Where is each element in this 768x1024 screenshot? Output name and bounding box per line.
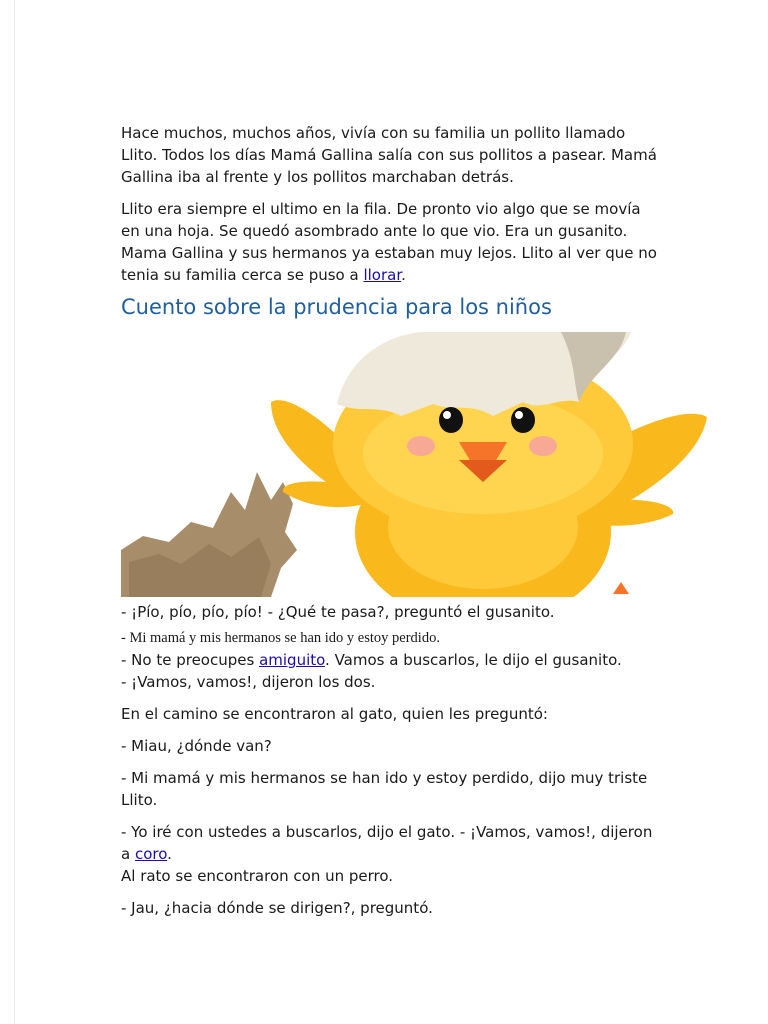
link-llorar[interactable]: llorar bbox=[363, 266, 402, 284]
dialogue-line-8: Al rato se encontraron con un perro. bbox=[121, 867, 394, 885]
dialogue-line-3 bbox=[121, 649, 661, 671]
document-content bbox=[121, 122, 661, 929]
link-coro[interactable]: coro bbox=[134, 845, 168, 863]
foot-icon bbox=[613, 582, 629, 594]
dialogue-line-4: - ¡Vamos, vamos!, dijeron los dos. bbox=[121, 673, 376, 691]
section-heading: Cuento sobre la prudencia para los niños bbox=[121, 295, 552, 319]
dialogue-line-5: - Miau, ¿dónde van? bbox=[121, 737, 272, 755]
paragraph-llito-text: Llito era siempre el ultimo en la fila. De pronto vio algo que se movía en una hoja. Se quedó asombrado ante lo que vio. Era un gusanito. Mama Gallina y sus hermanos ya estaban muy lejos. Llito al ver que no tenia su familia cerca se puso a bbox=[121, 200, 657, 284]
right-eye-highlight bbox=[515, 411, 523, 419]
right-eye-icon bbox=[511, 407, 535, 433]
dialogue-line-2: - Mi mamá y mis hermanos se han ido y estoy perdido. bbox=[121, 630, 440, 646]
chick-illustration bbox=[121, 332, 707, 597]
link-amiguito[interactable]: amiguito bbox=[259, 651, 326, 669]
left-eye-highlight bbox=[443, 411, 451, 419]
paragraph-gato: En el camino se encontraron al gato, quien les preguntó: bbox=[121, 705, 548, 723]
dialogue-line-6: - Mi mamá y mis hermanos se han ido y estoy perdido, dijo muy triste Llito. bbox=[121, 769, 648, 809]
dialogue-line-3-text: - No te preocupes bbox=[121, 651, 260, 669]
right-cheek bbox=[529, 436, 557, 456]
dialogue-line-7 bbox=[121, 821, 661, 865]
chick-hatching-image bbox=[121, 332, 707, 597]
page-edge bbox=[14, 0, 15, 1024]
dialogue-line-7-text: - Yo iré con ustedes a buscarlos, dijo el gato. - ¡Vamos, vamos!, dijeron a bbox=[121, 823, 653, 863]
left-eye-icon bbox=[439, 407, 463, 433]
dialogue-line-9: - Jau, ¿hacia dónde se dirigen?, preguntó. bbox=[121, 899, 433, 917]
paragraph-llito bbox=[121, 198, 661, 286]
dialogue-line-1: - ¡Pío, pío, pío, pío! - ¿Qué te pasa?, preguntó el gusanito. bbox=[121, 603, 555, 621]
paragraph-intro: Hace muchos, muchos años, vivía con su familia un pollito llamado Llito. Todos los días Mamá Gallina salía con sus pollitos a pasear. Mamá Gallina iba al frente y los pollitos marchaban detrás. bbox=[121, 124, 657, 186]
paragraph-llito-end: . bbox=[401, 266, 406, 284]
left-cheek bbox=[407, 436, 435, 456]
dialogue-line-3-end: . Vamos a buscarlos, le dijo el gusanito. bbox=[325, 651, 622, 669]
dialogue-line-7-end: . bbox=[167, 845, 172, 863]
